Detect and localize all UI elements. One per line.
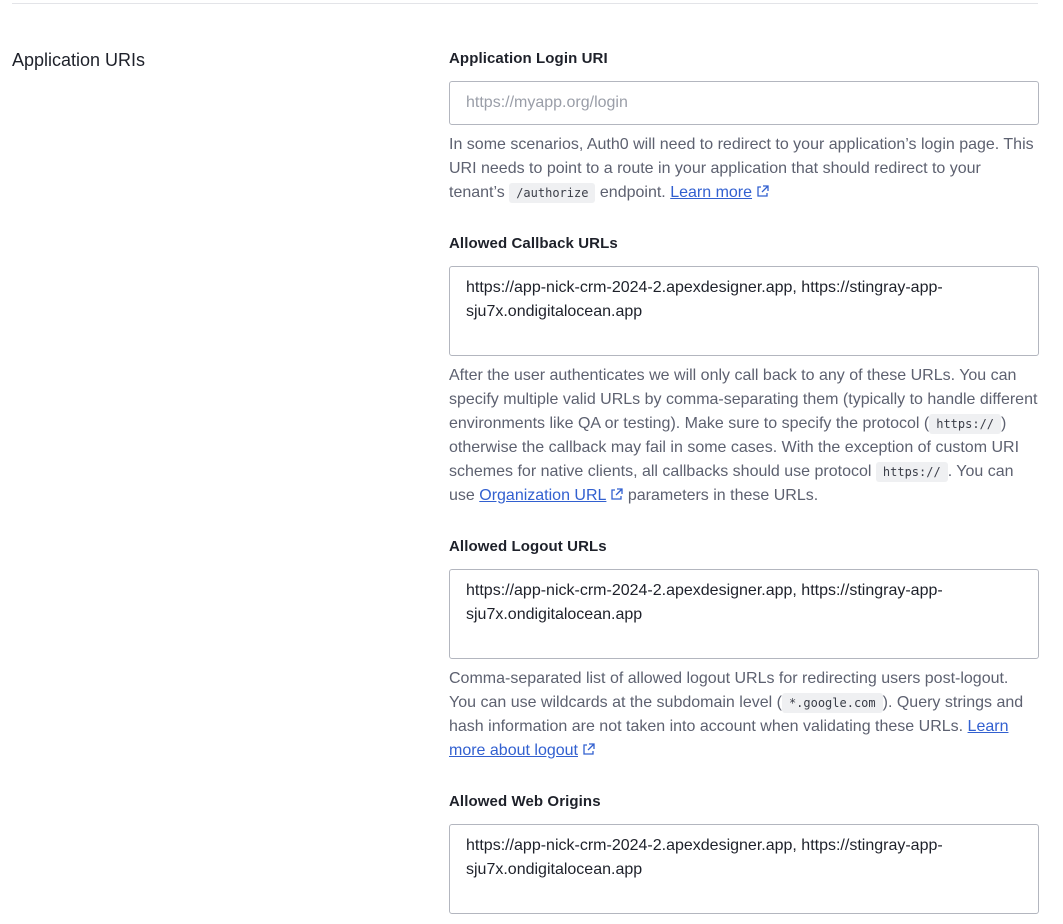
section-title: Application URIs bbox=[12, 50, 146, 70]
logout-urls-textarea[interactable] bbox=[449, 569, 1039, 659]
learn-more-link[interactable]: Learn more bbox=[670, 184, 769, 201]
learn-more-logout-link[interactable]: Learn more about logout bbox=[449, 718, 1009, 759]
login-uri-help: In some scenarios, Auth0 will need to redirect to your application’s login page. This URI needs to point to a route in your application that should redirect to your tenant’s /authorize endpoint. Learn more bbox=[449, 136, 1034, 201]
web-origins-label: Allowed Web Origins bbox=[449, 793, 601, 810]
external-link-icon bbox=[756, 185, 769, 198]
https-code: https:// bbox=[876, 462, 948, 482]
https-code: https:// bbox=[929, 414, 1001, 434]
web-origins-textarea[interactable] bbox=[449, 824, 1039, 914]
external-link-icon bbox=[610, 488, 623, 501]
logout-urls-help: Comma-separated list of allowed logout URLs for redirecting users post-logout. You can use wildcards at the subdomain level ( *.google.com ). Query strings and hash information are not taken into account when validating these URLs. Learn more about logout bbox=[449, 670, 1024, 759]
callback-urls-textarea[interactable] bbox=[449, 266, 1039, 356]
callback-urls-help: After the user authenticates we will only call back to any of these URLs. You can specify multiple valid URLs by comma-separating them (typically to handle different environments like QA or testing). Make sure to specify the protocol ( https:// ) otherwise the callback may fail in some cases. With the exception of custom URI schemes for native clients, all callbacks should use protocol https:// . You can use Organization URL parameters in these URLs. bbox=[449, 367, 1038, 504]
wildcard-code: *.google.com bbox=[782, 693, 883, 713]
logout-urls-label: Allowed Logout URLs bbox=[449, 538, 607, 555]
organization-url-link[interactable]: Organization URL bbox=[479, 487, 623, 504]
login-uri-input[interactable] bbox=[449, 81, 1039, 125]
callback-urls-label: Allowed Callback URLs bbox=[449, 235, 618, 252]
login-uri-label: Application Login URI bbox=[449, 50, 608, 67]
external-link-icon bbox=[582, 743, 595, 756]
authorize-code: /authorize bbox=[509, 183, 595, 203]
section-divider bbox=[12, 3, 1038, 4]
